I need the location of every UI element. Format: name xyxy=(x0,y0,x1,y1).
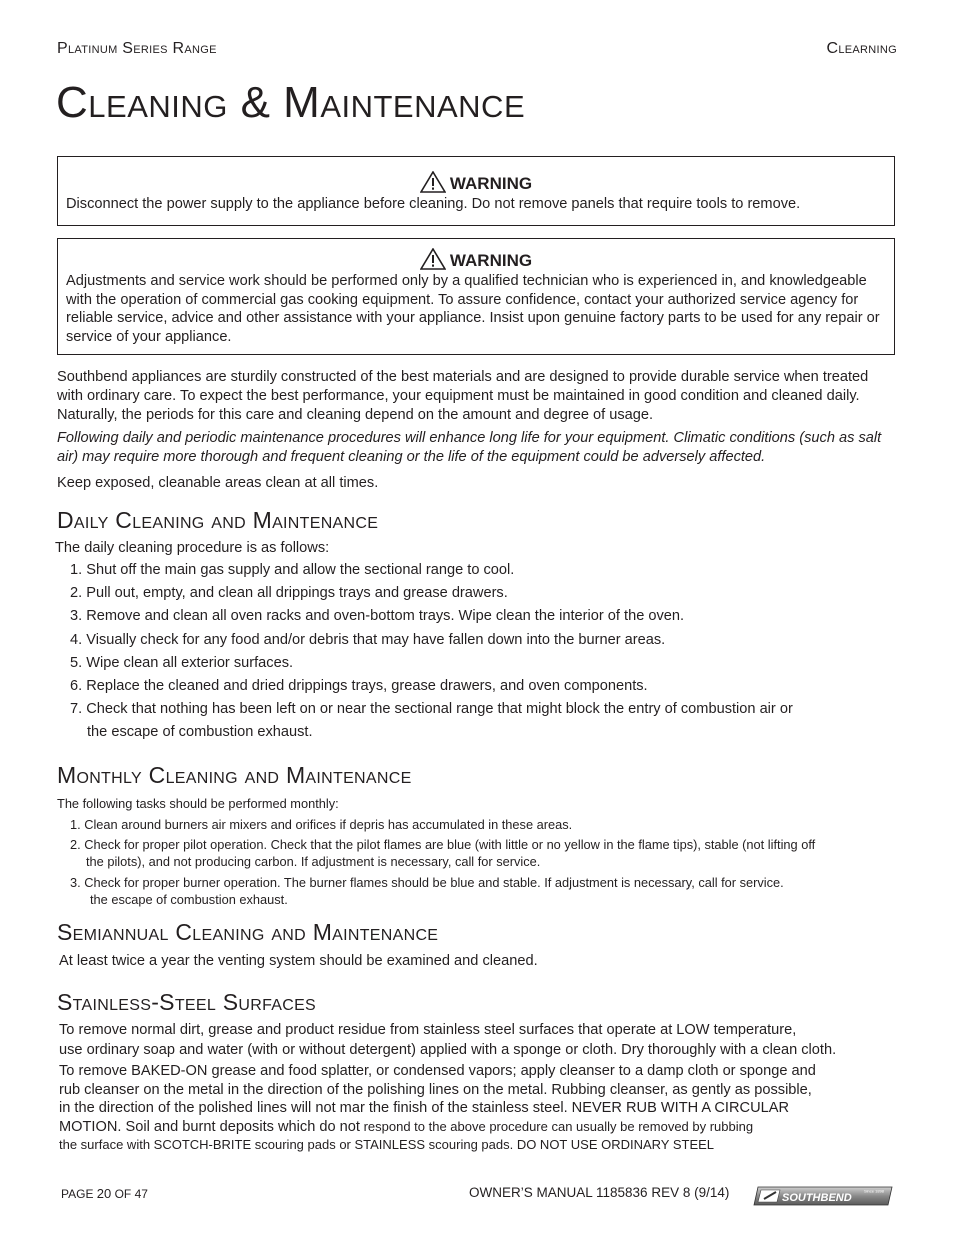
warning-heading xyxy=(66,171,886,195)
southbend-logo xyxy=(752,1185,896,1207)
stainless-heading: Stainless-Steel Surfaces xyxy=(57,989,317,1015)
footer-manual-id: OWNER’S MANUAL 1185836 REV 8 (9/14) xyxy=(469,1185,730,1200)
logo-text: SOUTHBEND xyxy=(782,1192,852,1204)
daily-heading: Daily Cleaning and Maintenance xyxy=(57,507,379,533)
warning-box-power xyxy=(57,156,895,226)
text-line: use ordinary soap and water (with or without detergent) applied with a sponge or cloth. Dry thoroughly with a clean cloth. xyxy=(59,1042,837,1058)
list-item: 4. Visually check for any food and/or debris that may have fallen down into the burner areas. xyxy=(70,631,666,648)
warning-text: Disconnect the power supply to the appliance before cleaning. Do not remove panels that require tools to remove. xyxy=(66,196,801,212)
semiannual-heading: Semiannual Cleaning and Maintenance xyxy=(57,919,439,945)
text-line: rub cleanser on the metal in the direction of the polishing lines on the metal. Rubbing cleanser, as gently as possible, xyxy=(59,1081,812,1098)
running-header-left: Platinum Series Range xyxy=(57,40,217,57)
list-item: 1. Shut off the main gas supply and allow the sectional range to cool. xyxy=(70,562,515,578)
text-segment-small: respond to the above procedure can usually be removed by rubbing xyxy=(359,1118,754,1134)
page-title: Cleaning & Maintenance xyxy=(56,78,526,127)
text-segment: MOTION. Soil and burnt deposits which do not xyxy=(59,1118,360,1135)
monthly-list xyxy=(70,816,900,908)
intro-clean-note: Keep exposed, cleanable areas clean at all times. xyxy=(57,475,379,491)
list-item: 1. Clean around burners air mixers and orifices if depris has accumulated in these areas. xyxy=(70,817,573,832)
daily-list xyxy=(70,562,900,748)
list-item-continuation: the pilots), and not producing carbon. If adjustment is necessary, call for service. xyxy=(86,854,541,869)
semiannual-text: At least twice a year the venting system should be examined and cleaned. xyxy=(59,953,538,969)
list-item: 2. Check for proper pilot operation. Check that the pilot flames are blue (with little or no yellow in the flame tips), stable (not lifting off xyxy=(70,837,816,852)
warning-triangle-icon xyxy=(420,248,446,270)
warning-heading-label: WARNING xyxy=(449,251,533,270)
logo-since: Since 1898 xyxy=(864,1188,885,1194)
running-header-right: Clearning xyxy=(826,40,897,57)
page-total: OF 47 xyxy=(111,1187,148,1201)
list-item: 5. Wipe clean all exterior surfaces. xyxy=(70,654,294,671)
list-item-continuation: the escape of combustion exhaust. xyxy=(87,724,313,741)
list-item: 2. Pull out, empty, and clean all drippings trays and grease drawers. xyxy=(70,585,508,602)
warning-triangle-icon xyxy=(420,171,446,193)
page-prefix: PAGE xyxy=(61,1187,97,1201)
text-line: To remove normal dirt, grease and product residue from stainless steel surfaces that operate at LOW temperature, xyxy=(59,1022,797,1038)
warning-text: Adjustments and service work should be performed only by a qualified technician who is experienced in, and knowledgeable with the operation of commercial gas cooking equipment. To assure confidence, contact your authorized service agency for reliable service, advice and other assistance with your appliance. Insist upon genuine factory parts to be used for any repair or service of your appliance. xyxy=(66,273,880,346)
intro-paragraph: Southbend appliances are sturdily constructed of the best materials and are designed to provide durable service when treated with ordinary care. To expect the best performance, your equipment must be maintained in good condition and cleaned daily. Naturally, the periods for this care and cleaning depend on the amount and degree of usage. xyxy=(57,369,869,423)
monthly-heading: Monthly Cleaning and Maintenance xyxy=(57,762,412,788)
warning-heading xyxy=(66,248,886,272)
stainless-paragraph-2 xyxy=(59,1062,899,1153)
intro-italic-paragraph: Following daily and periodic maintenance procedures will enhance long life for your equipment. Climatic conditions (such as salt air) may require more thorough and frequent cleaning or the life of the equipment could be adversely affected. xyxy=(57,430,882,465)
list-item: 7. Check that nothing has been left on or near the sectional range that might block the entry of combustion air or xyxy=(70,701,793,718)
list-item: 6. Replace the cleaned and dried drippings trays, grease drawers, and oven components. xyxy=(70,677,648,694)
page-number: 20 xyxy=(96,1186,112,1201)
text-line: To remove BAKED-ON grease and food splatter, or condensed vapors; apply cleanser to a damp cloth or sponge and xyxy=(59,1063,816,1079)
list-item: 3. Check for proper burner operation. The burner flames should be blue and stable. If adjustment is necessary, call for service. xyxy=(70,875,784,890)
footer-page-number xyxy=(61,1186,148,1201)
monthly-lead: The following tasks should be performed monthly: xyxy=(57,796,339,811)
text-line: in the direction of the polished lines will not mar the finish of the stainless steel. NEVER RUB WITH A CIRCULAR xyxy=(59,1100,789,1116)
warning-box-service xyxy=(57,238,895,355)
warning-heading-label: WARNING xyxy=(449,174,533,193)
stainless-paragraph-1 xyxy=(59,1020,899,1060)
daily-lead: The daily cleaning procedure is as follows: xyxy=(55,540,330,556)
list-item: 3. Remove and clean all oven racks and oven-bottom trays. Wipe clean the interior of the oven. xyxy=(70,608,685,625)
list-item-continuation: the escape of combustion exhaust. xyxy=(90,892,288,907)
text-line: the surface with SCOTCH-BRITE scouring pads or STAINLESS scouring pads. DO NOT USE ORDINARY STEEL xyxy=(59,1137,715,1152)
text-line xyxy=(59,1118,899,1137)
